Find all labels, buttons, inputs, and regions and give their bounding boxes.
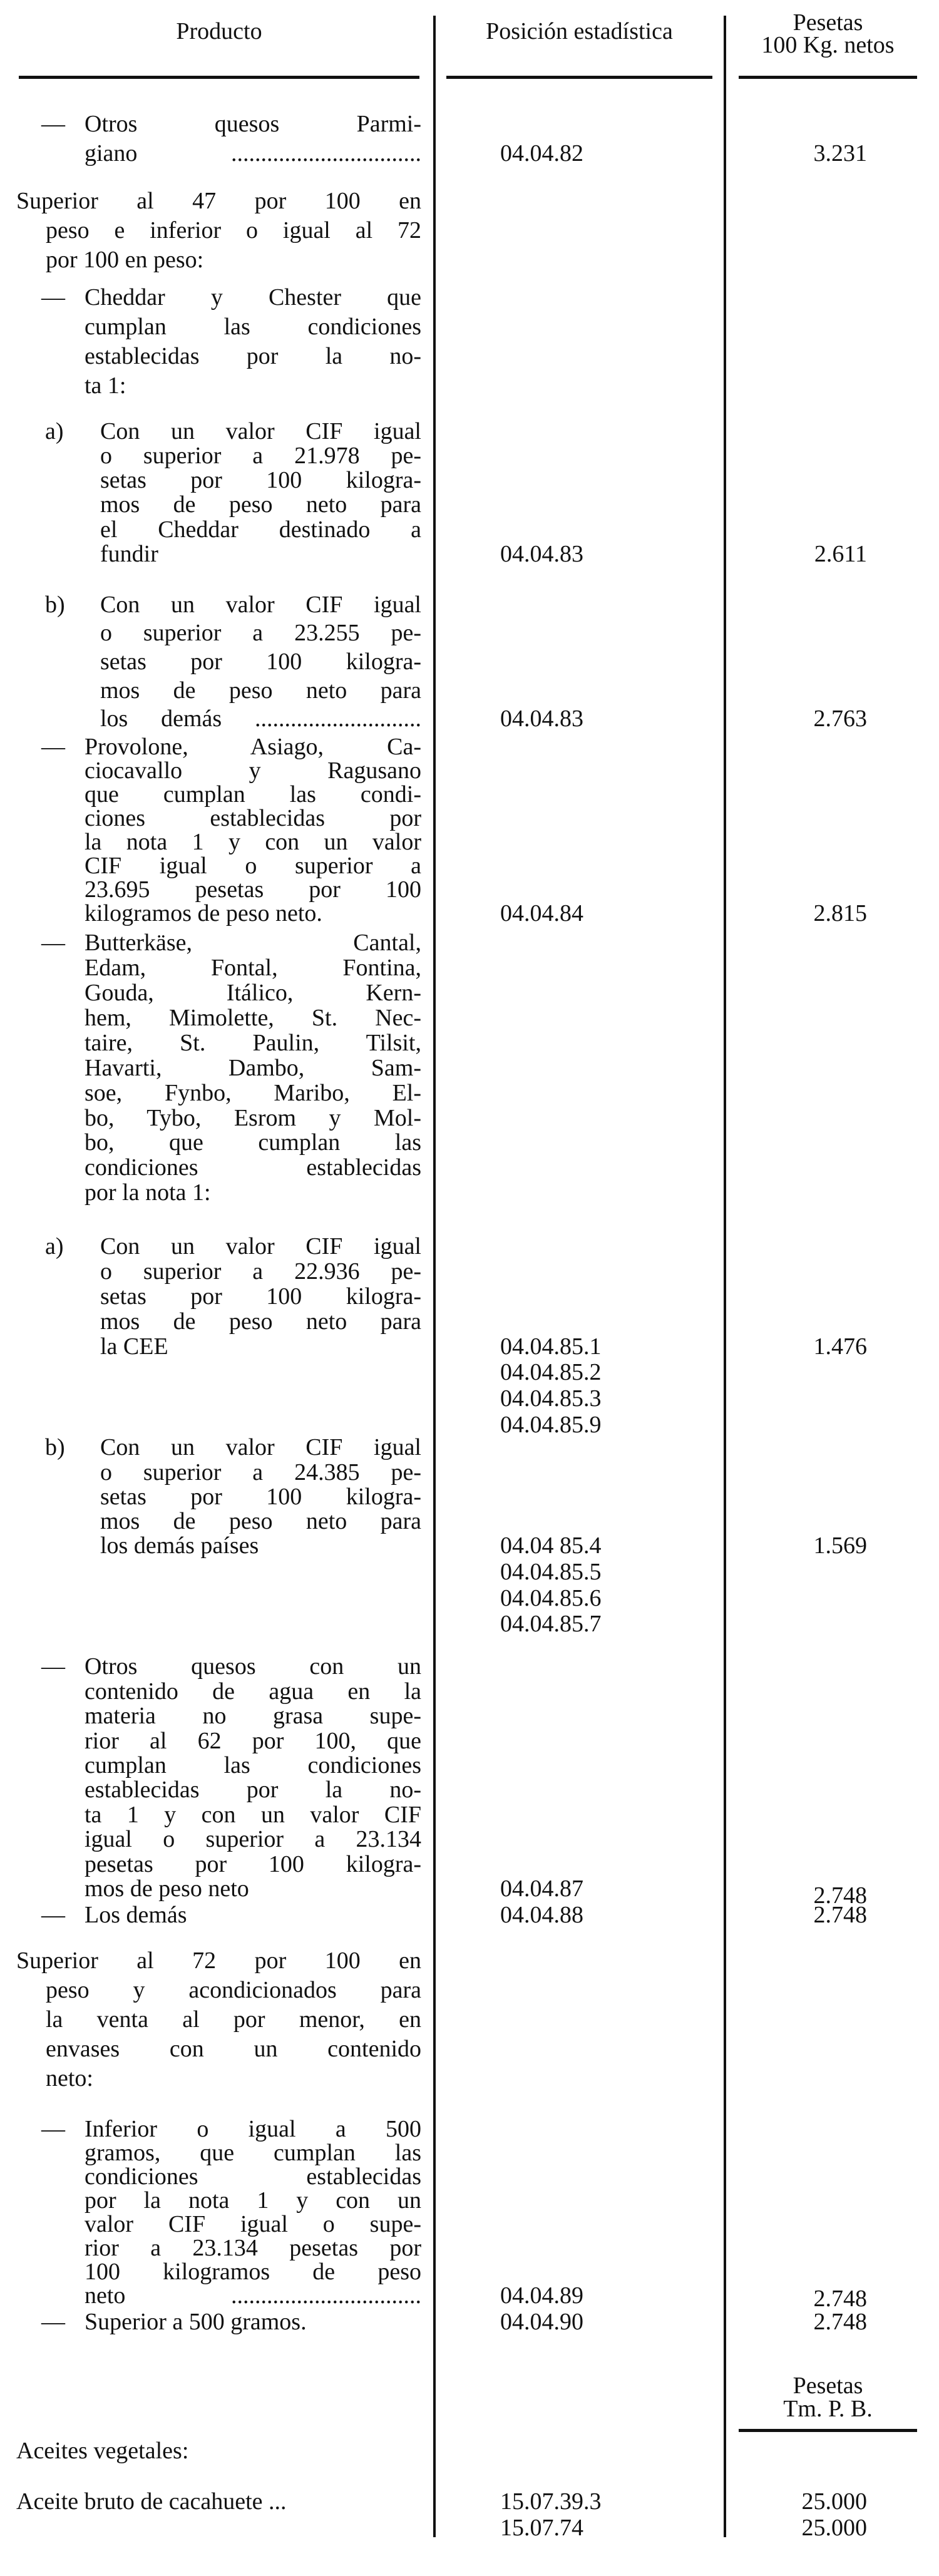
product-description-line: Con un valor CIF igual <box>100 1233 421 1260</box>
unit-header-2-rule <box>739 2429 917 2432</box>
product-description-line: que cumplan las condi- <box>85 781 421 808</box>
product-description-line: ciocavallo y Ragusano <box>85 757 421 784</box>
product-description-line: CIF igual o superior a <box>85 853 421 879</box>
product-description-line: Otros quesos con un <box>85 1653 421 1680</box>
column-divider-1 <box>433 16 436 2537</box>
product-description-line: 100 kilogramos de peso <box>85 2259 421 2285</box>
product-description-line: cumplan las condiciones <box>85 1752 421 1778</box>
product-description-line: Otros quesos Parmi- <box>85 111 421 137</box>
unit-header-2-pesetas: Pesetas <box>793 2373 863 2399</box>
product-description-line: por la nota 1: <box>85 1179 211 1206</box>
product-description-line: o superior a 22.936 pe- <box>100 1258 421 1285</box>
statistical-position-code: 04.04.89 <box>500 2282 583 2309</box>
product-description-line: setas por 100 kilogra- <box>100 1283 421 1310</box>
statistical-position-code: 15.07.39.3 <box>500 2488 602 2515</box>
product-description-line: hem, Mimolette, St. Nec- <box>85 1005 421 1031</box>
product-description-line: condiciones establecidas <box>85 2163 421 2190</box>
product-description-line: la CEE <box>100 1333 168 1360</box>
product-description-line: Edam, Fontal, Fontina, <box>85 955 421 981</box>
product-description-line: la nota 1 y con un valor <box>85 829 421 855</box>
statistical-position-code: 04.04 85.4 <box>500 1532 602 1559</box>
product-description-line: valor CIF igual o supe- <box>85 2211 421 2237</box>
product-description-line: mos de peso neto para <box>100 677 421 704</box>
item-letter-marker: a) <box>45 1233 64 1260</box>
dash-marker: — <box>41 1902 65 1928</box>
statistical-position-code: 04.04.85.3 <box>500 1385 602 1412</box>
product-description-line: Superior al 47 por 100 en <box>16 188 421 214</box>
pesetas-value: 1.569 <box>813 1532 867 1559</box>
statistical-position-code: 04.04.82 <box>500 140 583 167</box>
product-description-line: mos de peso neto para <box>100 491 421 518</box>
product-description-line: Con un valor CIF igual <box>100 1434 421 1460</box>
dash-marker: — <box>41 2309 65 2335</box>
header-producto: Producto <box>176 18 262 44</box>
item-letter-marker: b) <box>45 1434 65 1460</box>
statistical-position-code: 04.04.85.9 <box>500 1412 602 1438</box>
product-description-line: setas por 100 kilogra- <box>100 467 421 493</box>
item-letter-marker: a) <box>45 418 64 444</box>
header-rule-posicion <box>446 76 712 79</box>
statistical-position-code: 04.04.85.7 <box>500 1611 602 1637</box>
product-description-line: neto: <box>46 2065 93 2091</box>
product-description-line: contenido de agua en la <box>85 1678 421 1705</box>
product-description-line: Con un valor CIF igual <box>100 418 421 444</box>
product-description-line: soe, Fynbo, Maribo, El- <box>85 1080 421 1106</box>
dash-marker: — <box>41 111 65 137</box>
statistical-position-code: 04.04.85.6 <box>500 1585 602 1611</box>
product-description-line: 23.695 pesetas por 100 <box>85 876 421 903</box>
product-description-line: igual o superior a 23.134 <box>85 1826 421 1852</box>
product-description-line: establecidas por la no- <box>85 1777 421 1803</box>
product-description-line: peso y acondicionados para <box>46 1977 421 2003</box>
product-description-line: o superior a 21.978 pe- <box>100 443 421 469</box>
column-divider-2 <box>724 16 726 2537</box>
pesetas-value: 2.763 <box>813 706 867 732</box>
product-description-line: mos de peso neto para <box>100 1508 421 1534</box>
product-description-line: fundir <box>100 541 158 567</box>
product-description-line: peso e inferior o igual al 72 <box>46 217 421 244</box>
statistical-position-code: 04.04.84 <box>500 900 583 926</box>
product-description-line: Aceite bruto de cacahuete ... <box>16 2488 287 2515</box>
product-description-line: bo, Tybo, Esrom y Mol- <box>85 1105 421 1131</box>
statistical-position-code: 04.04.85.1 <box>500 1333 602 1360</box>
product-description-line: Butterkäse, Cantal, <box>85 930 421 956</box>
product-description-line: condiciones establecidas <box>85 1154 421 1181</box>
statistical-position-code: 04.04.85.5 <box>500 1559 602 1585</box>
product-description-line: establecidas por la no- <box>85 343 421 369</box>
product-description-line: giano ................................ <box>85 140 421 167</box>
header-pesetas-unit: 100 Kg. netos <box>761 32 895 58</box>
statistical-position-code: 04.04.83 <box>500 706 583 732</box>
pesetas-value: 25.000 <box>801 2488 867 2515</box>
product-description-line: por 100 en peso: <box>46 247 204 273</box>
pesetas-value: 2.748 <box>813 1882 867 1909</box>
product-description-line: o superior a 23.255 pe- <box>100 620 421 646</box>
product-description-line: Inferior o igual a 500 <box>85 2116 421 2142</box>
product-description-line: pesetas por 100 kilogra- <box>85 1851 421 1877</box>
product-description-line: por la nota 1 y con un <box>85 2187 421 2214</box>
header-rule-producto <box>19 76 419 79</box>
statistical-position-code: 04.04.87 <box>500 1876 583 1902</box>
item-letter-marker: b) <box>45 592 65 618</box>
statistical-position-code: 04.04.88 <box>500 1902 583 1928</box>
product-description-line: ta 1 y con un valor CIF <box>85 1802 421 1828</box>
dash-marker: — <box>41 2116 65 2142</box>
product-description-line: Con un valor CIF igual <box>100 592 421 618</box>
header-pesetas: Pesetas <box>793 9 863 36</box>
statistical-position-code: 04.04.90 <box>500 2309 583 2335</box>
pesetas-value: 2.748 <box>813 1902 867 1928</box>
pesetas-value: 2.815 <box>813 900 867 926</box>
dash-marker: — <box>41 930 65 956</box>
pesetas-value: 2.748 <box>813 2286 867 2312</box>
unit-header-2-unit: Tm. P. B. <box>783 2396 873 2422</box>
pesetas-value: 2.611 <box>814 541 867 567</box>
header-rule-pesetas <box>739 76 917 79</box>
product-description-line: setas por 100 kilogra- <box>100 649 421 675</box>
product-description-line: Superior a 500 gramos. <box>85 2309 307 2335</box>
product-description-line: materia no grasa supe- <box>85 1703 421 1729</box>
product-description-line: bo, que cumplan las <box>85 1129 421 1156</box>
product-description-line: gramos, que cumplan las <box>85 2140 421 2166</box>
product-description-line: Havarti, Dambo, Sam- <box>85 1055 421 1081</box>
product-description-line: ta 1: <box>85 372 126 399</box>
product-description-line: Superior al 72 por 100 en <box>16 1947 421 1974</box>
product-description-line: ciones establecidas por <box>85 805 421 831</box>
statistical-position-code: 04.04.83 <box>500 541 583 567</box>
product-description-line: mos de peso neto para <box>100 1308 421 1335</box>
product-description-line: la venta al por menor, en <box>46 2006 421 2033</box>
product-description-line: o superior a 24.385 pe- <box>100 1459 421 1486</box>
pesetas-value: 25.000 <box>801 2515 867 2541</box>
product-description-line: taire, St. Paulin, Tilsit, <box>85 1030 421 1056</box>
header-posicion-estadistica: Posición estadística <box>486 18 673 44</box>
product-description-line: neto ................................ <box>85 2282 421 2309</box>
product-description-line: Provolone, Asiago, Ca- <box>85 734 421 760</box>
product-description-line: Los demás <box>85 1902 187 1928</box>
product-description-line: rior a 23.134 pesetas por <box>85 2235 421 2261</box>
product-description-line: cumplan las condiciones <box>85 314 421 340</box>
product-description-line: mos de peso neto <box>85 1876 249 1902</box>
product-description-line: los demás ............................ <box>100 706 421 732</box>
statistical-position-code: 15.07.74 <box>500 2515 583 2541</box>
pesetas-value: 2.748 <box>813 2309 867 2335</box>
product-description-line: Aceites vegetales: <box>16 2438 189 2464</box>
dash-marker: — <box>41 284 65 310</box>
product-description-line: kilogramos de peso neto. <box>85 900 322 926</box>
product-description-line: setas por 100 kilogra- <box>100 1484 421 1510</box>
statistical-position-code: 04.04.85.2 <box>500 1359 602 1385</box>
product-description-line: Cheddar y Chester que <box>85 284 421 310</box>
product-description-line: Gouda, Itálico, Kern- <box>85 980 421 1006</box>
product-description-line: los demás países <box>100 1532 259 1559</box>
pesetas-value: 1.476 <box>813 1333 867 1360</box>
dash-marker: — <box>41 1653 65 1680</box>
product-description-line: el Cheddar destinado a <box>100 516 421 543</box>
pesetas-value: 3.231 <box>813 140 867 167</box>
dash-marker: — <box>41 734 65 760</box>
product-description-line: rior al 62 por 100, que <box>85 1728 421 1754</box>
product-description-line: envases con un contenido <box>46 2036 421 2062</box>
